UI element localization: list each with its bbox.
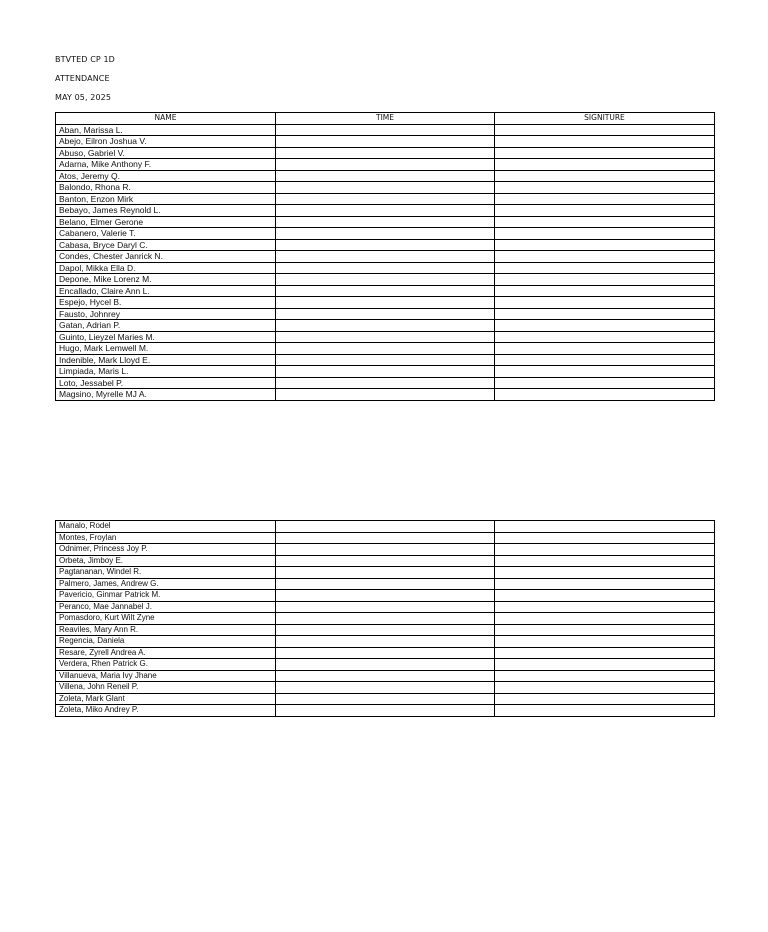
signature-cell[interactable] [495,136,715,148]
document-title: ATTENDANCE [55,74,110,83]
student-name-cell: Montes, Froylan [56,532,276,544]
student-name-cell: Verdera, Rhen Patrick G. [56,659,276,671]
signature-cell[interactable] [495,320,715,332]
time-cell[interactable] [276,136,495,148]
table-row [56,262,715,274]
student-name-cell: Banton, Enzon Mirk [56,193,276,205]
attendance-rows [56,124,715,400]
signature-cell[interactable] [495,366,715,378]
table-row [56,682,715,694]
signature-cell[interactable] [495,274,715,286]
table-row [56,216,715,228]
signature-cell[interactable] [495,251,715,263]
student-name-cell: Odnimer, Princess Joy P. [56,544,276,556]
table-row [56,624,715,636]
table-row [56,636,715,648]
time-cell[interactable] [276,532,495,544]
signature-cell[interactable] [495,205,715,217]
student-name-cell: Manalo, Rodel [56,521,276,533]
student-name-cell: Villanueva, Maria Ivy Jhane [56,670,276,682]
student-name-cell: Hugo, Mark Lemwell M. [56,343,276,355]
attendance-date: MAY 05, 2025 [55,93,112,102]
column-header-name: NAME [56,113,276,125]
student-name-cell: Belano, Elmer Gerone [56,216,276,228]
student-name-cell: Limpiada, Maris L. [56,366,276,378]
table-row [56,320,715,332]
table-row [56,308,715,320]
table-row [56,205,715,217]
student-name-cell: Espejo, Hycel B. [56,297,276,309]
signature-cell[interactable] [495,590,715,602]
signature-cell[interactable] [495,532,715,544]
table-row [56,670,715,682]
time-cell[interactable] [276,366,495,378]
table-row [56,659,715,671]
signature-cell[interactable] [495,216,715,228]
signature-cell[interactable] [495,308,715,320]
table-row [56,297,715,309]
table-row [56,228,715,240]
table-row [56,389,715,401]
time-cell[interactable] [276,521,495,533]
time-cell[interactable] [276,170,495,182]
table-row [56,544,715,556]
time-cell[interactable] [276,389,495,401]
student-name-cell: Palmero, James, Andrew G. [56,578,276,590]
table-row [56,331,715,343]
signature-cell[interactable] [495,567,715,579]
table-row [56,193,715,205]
time-cell[interactable] [276,147,495,159]
signature-cell[interactable] [495,297,715,309]
time-cell[interactable] [276,354,495,366]
signature-cell[interactable] [495,636,715,648]
time-cell[interactable] [276,636,495,648]
time-cell[interactable] [276,659,495,671]
signature-cell[interactable] [495,682,715,694]
student-name-cell: Guinto, Lieyzel Maries M. [56,331,276,343]
time-cell[interactable] [276,308,495,320]
student-name-cell: Atos, Jeremy Q. [56,170,276,182]
signature-cell[interactable] [495,262,715,274]
signature-cell[interactable] [495,170,715,182]
time-cell[interactable] [276,239,495,251]
time-cell[interactable] [276,705,495,717]
signature-cell[interactable] [495,670,715,682]
table-row [56,182,715,194]
time-cell[interactable] [276,274,495,286]
table-row [56,647,715,659]
signature-cell[interactable] [495,343,715,355]
table-row [56,366,715,378]
signature-cell[interactable] [495,659,715,671]
student-name-cell: Adarna, Mike Anthony F. [56,159,276,171]
time-cell[interactable] [276,193,495,205]
table-row [56,601,715,613]
table-row [56,285,715,297]
student-name-cell: Loto, Jessabel P. [56,377,276,389]
signature-cell[interactable] [495,601,715,613]
time-cell[interactable] [276,567,495,579]
signature-cell[interactable] [495,613,715,625]
student-name-cell: Abuso, Gabriel V. [56,147,276,159]
signature-cell[interactable] [495,693,715,705]
time-cell[interactable] [276,205,495,217]
student-name-cell: Gatan, Adrian P. [56,320,276,332]
student-name-cell: Encallado, Claire Ann L. [56,285,276,297]
time-cell[interactable] [276,331,495,343]
signature-cell[interactable] [495,228,715,240]
table-row [56,705,715,717]
time-cell[interactable] [276,544,495,556]
time-cell[interactable] [276,285,495,297]
student-name-cell: Bebayo, James Reynold L. [56,205,276,217]
signature-cell[interactable] [495,331,715,343]
table-row [56,567,715,579]
table-row [56,274,715,286]
student-name-cell: Aban, Marissa L. [56,124,276,136]
time-cell[interactable] [276,262,495,274]
time-cell[interactable] [276,578,495,590]
table-row [56,555,715,567]
column-header-time: TIME [276,113,495,125]
time-cell[interactable] [276,377,495,389]
attendance-table [55,112,715,401]
signature-cell[interactable] [495,555,715,567]
table-row [56,613,715,625]
time-cell[interactable] [276,228,495,240]
time-cell[interactable] [276,251,495,263]
time-cell[interactable] [276,320,495,332]
table-row [56,136,715,148]
student-name-cell: Villena, John Reneil P. [56,682,276,694]
student-name-cell: Peranco, Mae Jannabel J. [56,601,276,613]
attendance-table-continued [55,520,715,717]
table-row [56,124,715,136]
student-name-cell: Dapol, Mikka Ella D. [56,262,276,274]
time-cell[interactable] [276,124,495,136]
table-row [56,578,715,590]
table-row [56,521,715,533]
time-cell[interactable] [276,693,495,705]
signature-cell[interactable] [495,159,715,171]
signature-cell[interactable] [495,193,715,205]
signature-cell[interactable] [495,124,715,136]
time-cell[interactable] [276,682,495,694]
table-row [56,343,715,355]
signature-cell[interactable] [495,544,715,556]
student-name-cell: Balondo, Rhona R. [56,182,276,194]
time-cell[interactable] [276,159,495,171]
student-name-cell: Pagtananan, Windel R. [56,567,276,579]
signature-cell[interactable] [495,389,715,401]
student-name-cell: Cabasa, Bryce Daryl C. [56,239,276,251]
student-name-cell: Condes, Chester Janrick N. [56,251,276,263]
time-cell[interactable] [276,670,495,682]
table-row [56,532,715,544]
time-cell[interactable] [276,182,495,194]
time-cell[interactable] [276,601,495,613]
time-cell[interactable] [276,590,495,602]
table-row [56,693,715,705]
signature-cell[interactable] [495,285,715,297]
table-row [56,170,715,182]
student-name-cell: Orbeta, Jimboy E. [56,555,276,567]
student-name-cell: Abejo, Eilron Joshua V. [56,136,276,148]
course-section-label: BTVTED CP 1D [55,55,115,64]
time-cell[interactable] [276,555,495,567]
time-cell[interactable] [276,216,495,228]
signature-cell[interactable] [495,578,715,590]
table-row [56,239,715,251]
table-row [56,147,715,159]
signature-cell[interactable] [495,354,715,366]
student-name-cell: Regencia, Daniela [56,636,276,648]
table-row [56,377,715,389]
time-cell[interactable] [276,297,495,309]
signature-cell[interactable] [495,521,715,533]
student-name-cell: Depone, Mike Lorenz M. [56,274,276,286]
student-name-cell: Pavericio, Ginmar Patrick M. [56,590,276,602]
signature-cell[interactable] [495,624,715,636]
student-name-cell: Resare, Zyrell Andrea A. [56,647,276,659]
table-row [56,354,715,366]
table-row [56,590,715,602]
signature-cell[interactable] [495,705,715,717]
student-name-cell: Pomasdoro, Kurt Wilt Zyne [56,613,276,625]
student-name-cell: Magsino, Myrelle MJ A. [56,389,276,401]
signature-cell[interactable] [495,147,715,159]
student-name-cell: Zoleta, Miko Andrey P. [56,705,276,717]
time-cell[interactable] [276,647,495,659]
table-row [56,159,715,171]
signature-cell[interactable] [495,647,715,659]
student-name-cell: Indenible, Mark Lloyd E. [56,354,276,366]
signature-cell[interactable] [495,182,715,194]
table-row [56,251,715,263]
time-cell[interactable] [276,613,495,625]
signature-cell[interactable] [495,377,715,389]
signature-cell[interactable] [495,239,715,251]
time-cell[interactable] [276,624,495,636]
column-header-signature: SIGNITURE [495,113,715,125]
student-name-cell: Cabanero, Valerie T. [56,228,276,240]
student-name-cell: Reaviles, Mary Ann R. [56,624,276,636]
attendance-rows-continued [56,521,715,717]
student-name-cell: Zoleta, Mark Glant [56,693,276,705]
student-name-cell: Fausto, Johnrey [56,308,276,320]
table-header-row [56,113,715,125]
time-cell[interactable] [276,343,495,355]
